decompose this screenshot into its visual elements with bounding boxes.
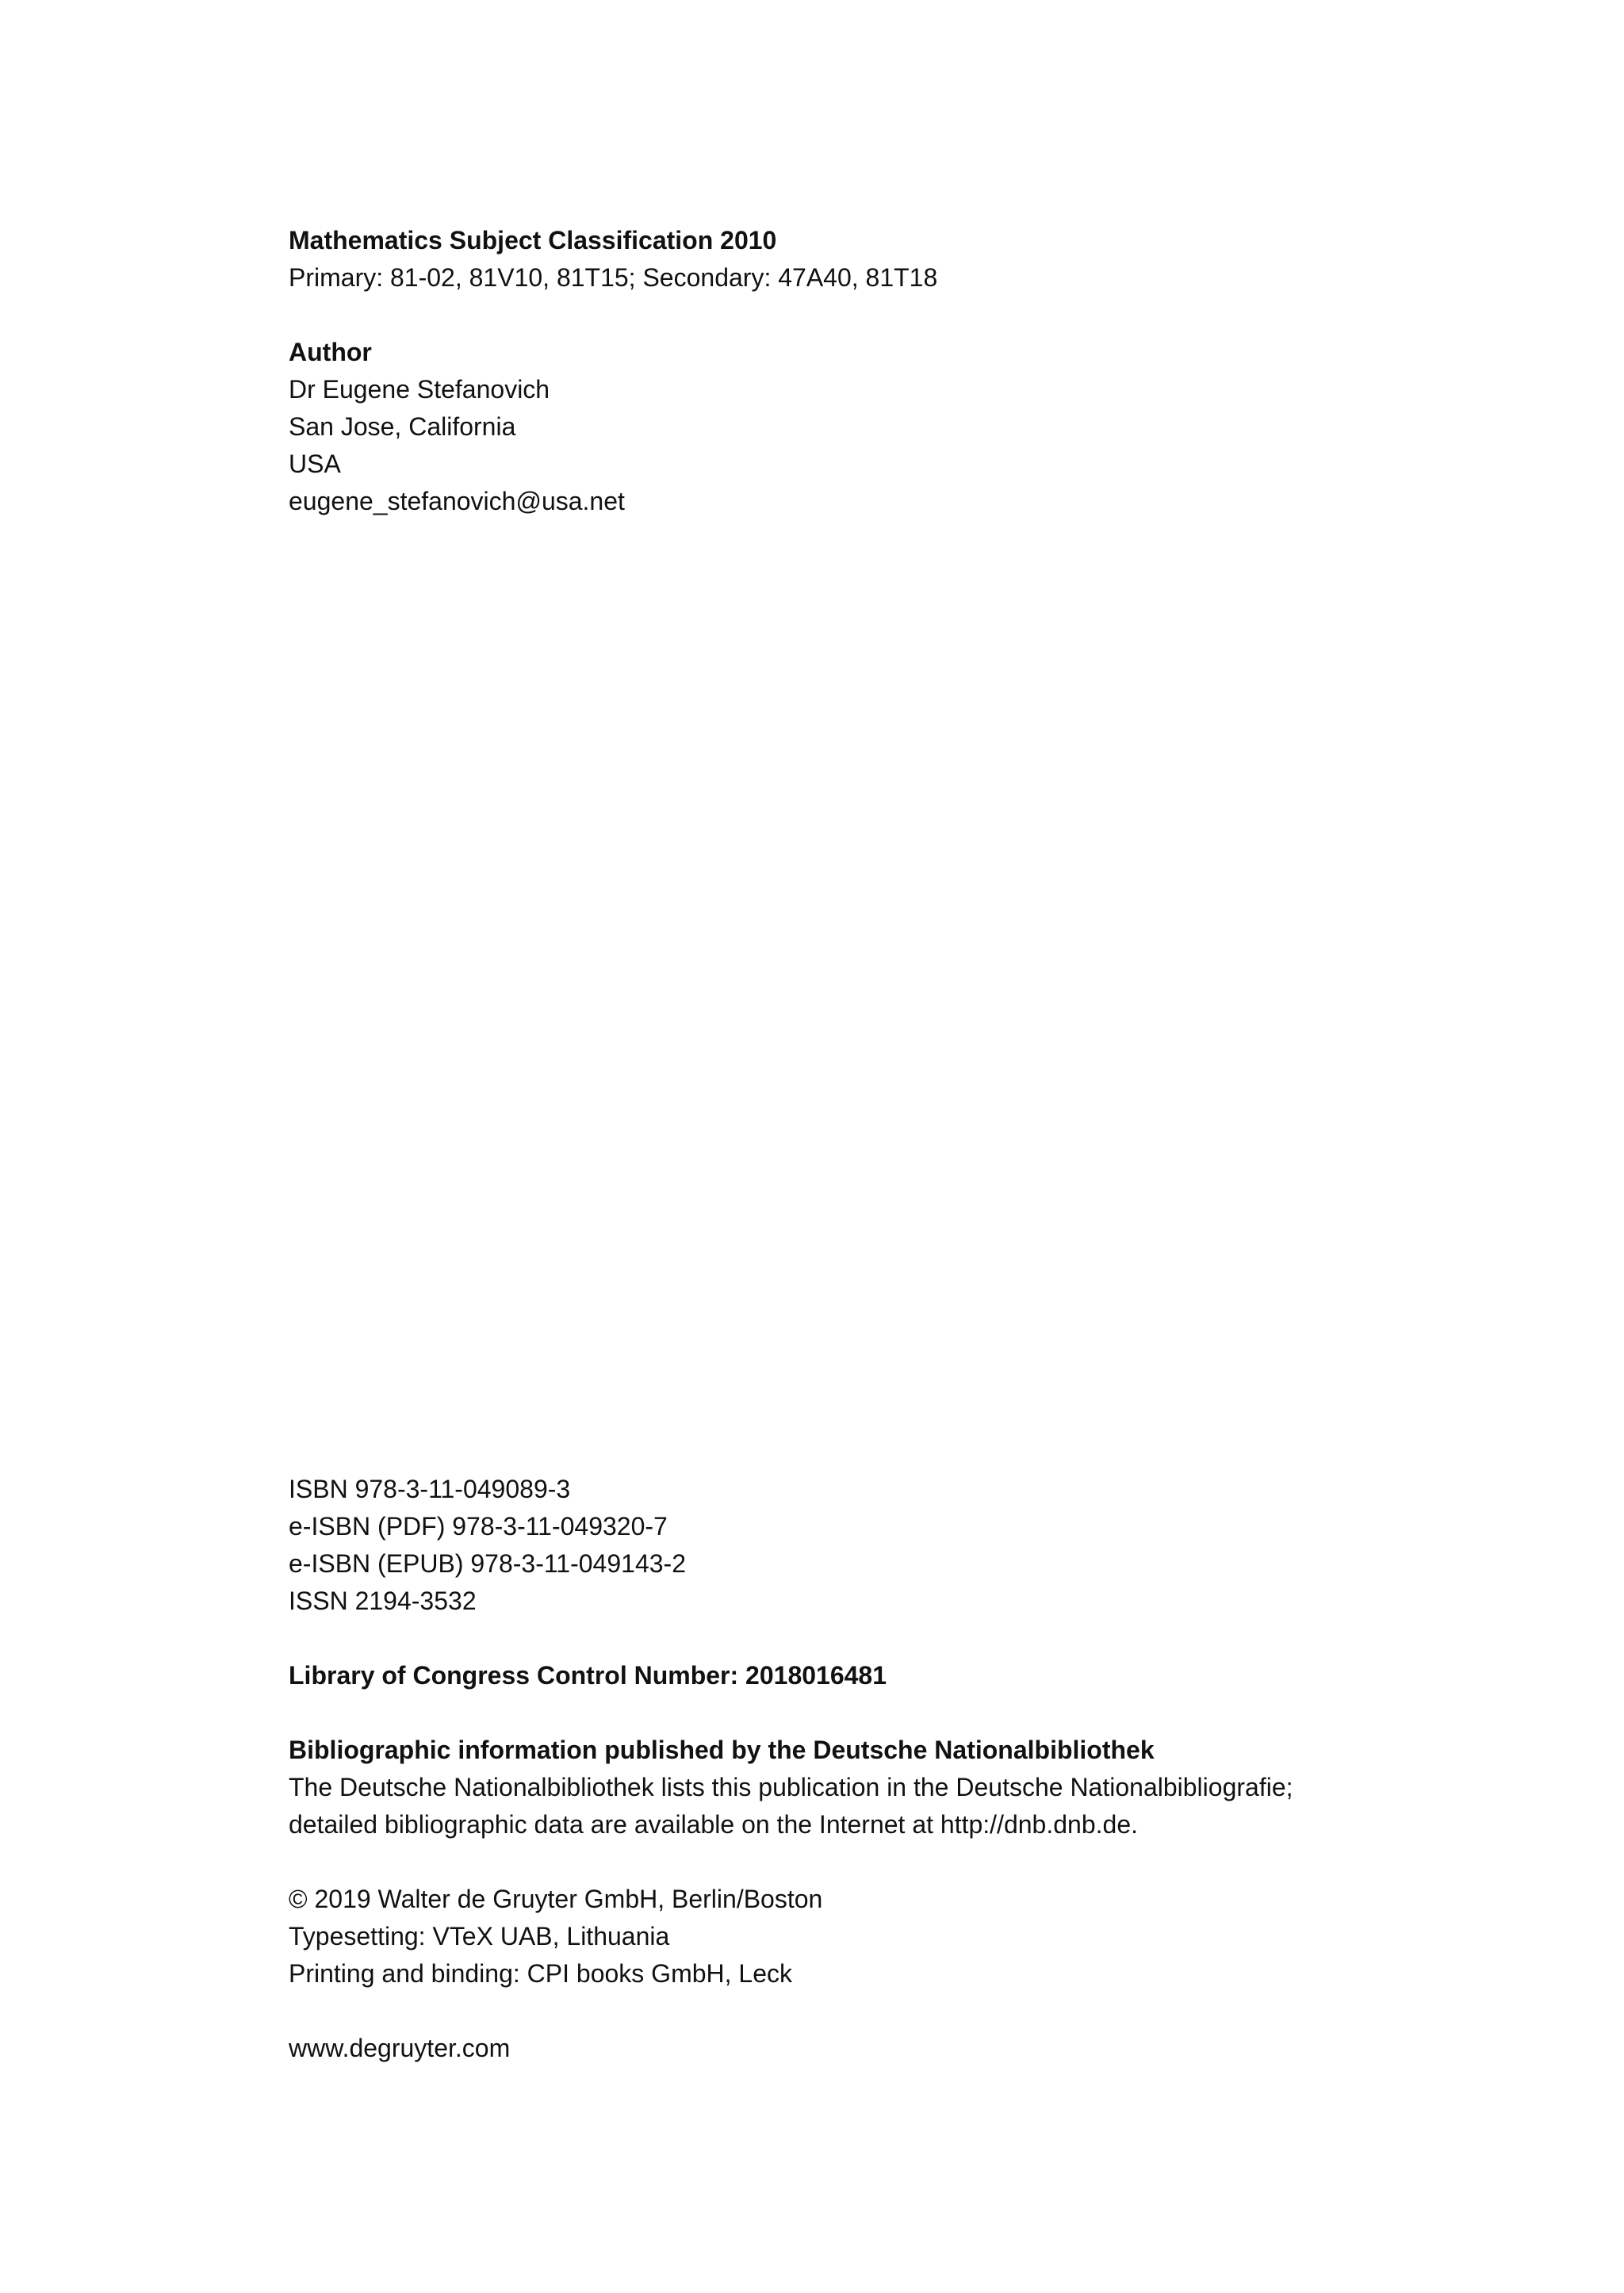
author-heading: Author	[289, 338, 372, 366]
author-country: USA	[289, 450, 341, 478]
author-section	[289, 334, 625, 520]
author-email: eugene_stefanovich@usa.net	[289, 487, 625, 515]
dnb-line-2: detailed bibliographic data are available on the Internet at http://dnb.dnb.de.	[289, 1810, 1138, 1839]
dnb-section	[289, 1732, 1293, 1843]
issn: ISSN 2194-3532	[289, 1587, 477, 1615]
isbn: ISBN 978-3-11-049089-3	[289, 1475, 571, 1503]
copyright: © 2019 Walter de Gruyter GmbH, Berlin/Boston	[289, 1885, 823, 1913]
website-section	[289, 2030, 510, 2067]
dnb-heading: Bibliographic information published by the Deutsche Nationalbibliothek	[289, 1736, 1155, 1764]
identifiers-section	[289, 1471, 686, 1620]
lccn-section	[289, 1657, 887, 1694]
author-city: San Jose, California	[289, 412, 516, 441]
publisher-section	[289, 1881, 822, 1992]
lccn: Library of Congress Control Number: 2018016481	[289, 1661, 887, 1690]
msc-heading: Mathematics Subject Classification 2010	[289, 226, 777, 255]
eisbn-pdf: e-ISBN (PDF) 978-3-11-049320-7	[289, 1512, 668, 1541]
website: www.degruyter.com	[289, 2034, 511, 2062]
printing: Printing and binding: CPI books GmbH, Leck	[289, 1959, 792, 1988]
msc-codes: Primary: 81-02, 81V10, 81T15; Secondary: 47A40, 81T18	[289, 263, 938, 292]
eisbn-epub: e-ISBN (EPUB) 978-3-11-049143-2	[289, 1549, 686, 1578]
msc-section	[289, 222, 937, 297]
author-name: Dr Eugene Stefanovich	[289, 375, 550, 404]
typesetting: Typesetting: VTeX UAB, Lithuania	[289, 1922, 670, 1950]
dnb-line-1: The Deutsche Nationalbibliothek lists this publication in the Deutsche Nationalbibliografie;	[289, 1773, 1293, 1801]
